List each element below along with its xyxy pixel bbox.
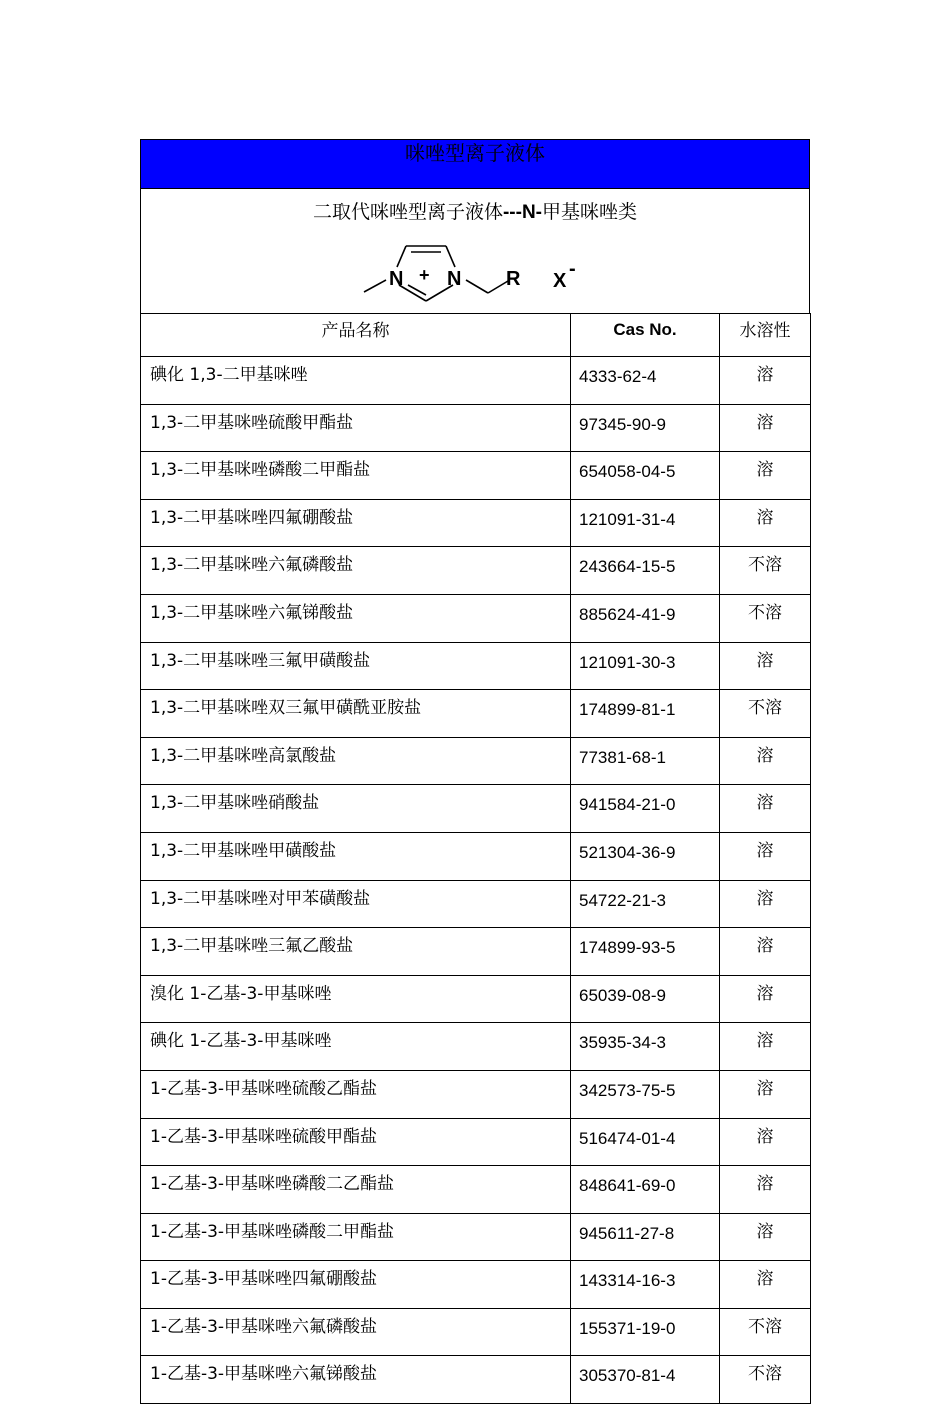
table-row [141,1261,811,1309]
cas-number-cell: 945611-27-8 [571,1213,720,1261]
chain-bond-2 [488,281,508,293]
cas-number-cell: 35935-34-3 [571,1023,720,1071]
solubility-cell: 溶 [720,1261,811,1309]
product-name-cell: 1,3-二甲基咪唑四氟硼酸盐 [141,499,571,547]
document [140,139,810,1404]
product-table [140,313,811,1404]
table-row [141,1213,811,1261]
imidazolium-structure-diagram [356,229,596,309]
product-name-cell: 1,3-二甲基咪唑硫酸甲酯盐 [141,404,571,452]
table-row [141,547,811,595]
table-row [141,404,811,452]
product-name-cell: 溴化 1-乙基-3-甲基咪唑 [141,975,571,1023]
solubility-cell: 溶 [720,499,811,547]
product-name-cell: 1,3-二甲基咪唑对甲苯磺酸盐 [141,880,571,928]
r-group-label: R [506,268,521,290]
ring-bond-left [397,246,406,267]
solubility-cell: 不溶 [720,1356,811,1404]
cas-number-cell: 885624-41-9 [571,594,720,642]
product-name-cell: 1,3-二甲基咪唑三氟乙酸盐 [141,928,571,976]
product-name-cell: 1,3-二甲基咪唑六氟磷酸盐 [141,547,571,595]
column-header-name: 产品名称 [141,314,571,357]
product-name-cell: 1,3-二甲基咪唑三氟甲磺酸盐 [141,642,571,690]
cas-number-cell: 121091-30-3 [571,642,720,690]
solubility-cell: 不溶 [720,1308,811,1356]
table-row [141,737,811,785]
solubility-cell: 溶 [720,1023,811,1071]
product-name-cell: 1-乙基-3-甲基咪唑硫酸乙酯盐 [141,1070,571,1118]
product-name-cell: 1,3-二甲基咪唑硝酸盐 [141,785,571,833]
cas-number-cell: 654058-04-5 [571,452,720,500]
solubility-cell: 溶 [720,642,811,690]
ring-bond-right [446,246,455,267]
cas-number-cell: 4333-62-4 [571,357,720,405]
table-row [141,1070,811,1118]
cas-number-cell: 342573-75-5 [571,1070,720,1118]
chain-bond-1 [466,280,488,293]
product-name-cell: 1,3-二甲基咪唑磷酸二甲酯盐 [141,452,571,500]
solubility-cell: 溶 [720,357,811,405]
nitrogen-left-label: N [389,268,404,290]
table-row [141,785,811,833]
solubility-cell: 溶 [720,785,811,833]
section-subtitle [141,189,809,224]
solubility-cell: 溶 [720,1213,811,1261]
cas-number-cell: 143314-16-3 [571,1261,720,1309]
table-row [141,1308,811,1356]
cas-number-cell: 77381-68-1 [571,737,720,785]
cas-number-cell: 54722-21-3 [571,880,720,928]
cas-number-cell: 155371-19-0 [571,1308,720,1356]
product-name-cell: 1,3-二甲基咪唑六氟锑酸盐 [141,594,571,642]
solubility-cell: 溶 [720,880,811,928]
solubility-cell: 不溶 [720,594,811,642]
product-name-cell: 1,3-二甲基咪唑高氯酸盐 [141,737,571,785]
solubility-cell: 溶 [720,832,811,880]
cas-number-cell: 97345-90-9 [571,404,720,452]
table-row [141,690,811,738]
table-row [141,832,811,880]
product-name-cell: 1-乙基-3-甲基咪唑磷酸二甲酯盐 [141,1213,571,1261]
product-name-cell: 1-乙基-3-甲基咪唑六氟锑酸盐 [141,1356,571,1404]
table-header-row [141,314,811,357]
table-row [141,357,811,405]
solubility-cell: 不溶 [720,547,811,595]
product-name-cell: 碘化 1,3-二甲基咪唑 [141,357,571,405]
product-name-cell: 1-乙基-3-甲基咪唑磷酸二乙酯盐 [141,1166,571,1214]
table-row [141,1356,811,1404]
table-row [141,975,811,1023]
cas-number-cell: 121091-31-4 [571,499,720,547]
cas-number-cell: 243664-15-5 [571,547,720,595]
anion-label: X [553,270,567,292]
cas-number-cell: 516474-01-4 [571,1118,720,1166]
solubility-cell: 溶 [720,1166,811,1214]
cas-number-cell: 174899-81-1 [571,690,720,738]
column-header-cas: Cas No. [571,314,720,357]
subtitle-suffix: 甲基咪唑类 [542,201,638,223]
solubility-cell: 不溶 [720,690,811,738]
cas-number-cell: 521304-36-9 [571,832,720,880]
product-name-cell: 碘化 1-乙基-3-甲基咪唑 [141,1023,571,1071]
product-name-cell: 1-乙基-3-甲基咪唑六氟磷酸盐 [141,1308,571,1356]
table-row [141,880,811,928]
cas-number-cell: 305370-81-4 [571,1356,720,1404]
product-name-cell: 1-乙基-3-甲基咪唑四氟硼酸盐 [141,1261,571,1309]
solubility-cell: 溶 [720,1070,811,1118]
solubility-cell: 溶 [720,1118,811,1166]
product-name-cell: 1,3-二甲基咪唑甲磺酸盐 [141,832,571,880]
product-name-cell: 1-乙基-3-甲基咪唑硫酸甲酯盐 [141,1118,571,1166]
product-name-cell: 1,3-二甲基咪唑双三氟甲磺酰亚胺盐 [141,690,571,738]
subtitle-dash: ---N- [502,202,543,223]
table-row [141,642,811,690]
solubility-cell: 溶 [720,737,811,785]
solubility-cell: 溶 [720,404,811,452]
positive-charge-label: + [419,265,430,285]
subtitle-prefix: 二取代咪唑型离子液体 [312,201,503,223]
column-header-solubility: 水溶性 [720,314,811,357]
page-title: 咪唑型离子液体 [140,139,810,188]
table-row [141,928,811,976]
methyl-bond [364,280,386,292]
solubility-cell: 溶 [720,975,811,1023]
ring-inner-bond [408,285,426,295]
table-row [141,1118,811,1166]
section-header [140,188,810,313]
table-row [141,452,811,500]
table-row [141,594,811,642]
nitrogen-right-label: N [447,268,462,290]
cas-number-cell: 174899-93-5 [571,928,720,976]
cas-number-cell: 65039-08-9 [571,975,720,1023]
table-row [141,1166,811,1214]
anion-charge-label: - [569,258,576,280]
table-row [141,1023,811,1071]
solubility-cell: 溶 [720,928,811,976]
cas-number-cell: 941584-21-0 [571,785,720,833]
table-row [141,499,811,547]
cas-number-cell: 848641-69-0 [571,1166,720,1214]
solubility-cell: 溶 [720,452,811,500]
